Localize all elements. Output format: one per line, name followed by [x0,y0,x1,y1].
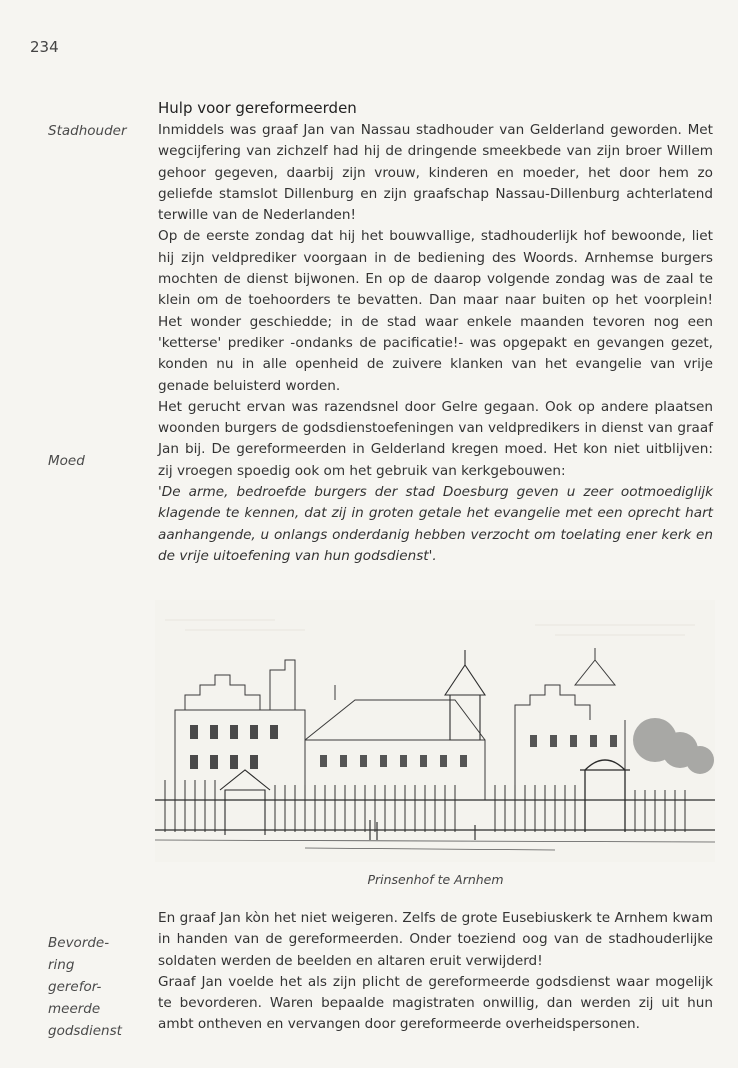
body-text-bottom [158,908,713,1036]
margin-note-line: Bevorde- [48,935,110,951]
paragraph: Inmiddels was graaf Jan van Nassau stadhouder van Gelderland geworden. Met wegcijfering van zichzelf had hij de dringende smeekbede van zijn broer Willem gehoor gegeven, daarbij zijn vrouw, kinderen en moeder, het door hem zo geliefde stamslot Dillenburg en zijn graafschap Nassau-Dillenburg achterlatend terwille van de Nederlanden! [158,122,713,224]
margin-note-bevordering [48,932,148,1042]
margin-note-line: ring [48,957,75,973]
paragraph: En graaf Jan kòn het niet weigeren. Zelfs de grote Eusebiuskerk te Arnhem kwam in handen van de gereformeerden. Onder toeziend oog van de stadhouderlijke soldaten werden de beelden en altaren eruit verwijderd! [158,910,713,969]
margin-note-stadhouder: Stadhouder [48,123,127,139]
quotation: 'De arme, bedroefde burgers der stad Doesburg geven u zeer ootmoediglijk klagende te kennen, dat zij in groten getale het evangelie met een oprecht hart aanhangende, u onlangs onderdanig hebben verzocht om toelating ener kerk en de vrije uitoefening van hun godsdienst'. [158,484,713,564]
page-number: 234 [30,38,59,56]
paragraph: Het gerucht ervan was razendsnel door Gelre gegaan. Ook op andere plaatsen woonden burgers de godsdienstoefeningen van veldpredikers in dienst van graaf Jan bij. De gereformeerden in Gelderland kregen moed. Het kon niet uitblijven: zij vroegen spoedig ook om het gebruik van kerkgebouwen: [158,398,713,479]
body-text-top [158,120,713,567]
section-heading: Hulp voor gereformeerden [158,99,357,117]
illustration-prinsenhof [155,600,715,862]
margin-note-line: meerde [48,1001,101,1017]
margin-note-line: godsdienst [48,1023,122,1039]
prinsenhof-sketch [155,600,715,862]
paragraph: Op de eerste zondag dat hij het bouwvallige, stadhouderlijk hof bewoonde, liet hij zijn veldprediker voorgaan in de bediening des Woords. Arnhemse burgers mochten de dienst bijwonen. En op de daarop volgende zondag was de zaal te klein om de toehoorders te bevatten. Dan maar naar buiten op het voorplein! Het wonder geschiedde; in de stad waar enkele maanden tevoren nog een 'ketterse' prediker -ondanks de pacificatie!- was opgepakt en gevangen gezet, konden nu in alle openheid de zuivere klanken van het evangelie van vrije genade beluisterd worden. [158,228,713,394]
paragraph: Graaf Jan voelde het als zijn plicht de gereformeerde godsdienst waar mogelijk te bevorderen. Waren bepaalde magistraten onwillig, dan werden zij uit hun ambt ontheven en vervangen door gereformeerde overheidspersonen. [158,973,713,1033]
margin-note-moed: Moed [48,453,85,469]
margin-note-line: gerefor- [48,979,102,995]
figure-caption: Prinsenhof te Arnhem [367,872,504,887]
